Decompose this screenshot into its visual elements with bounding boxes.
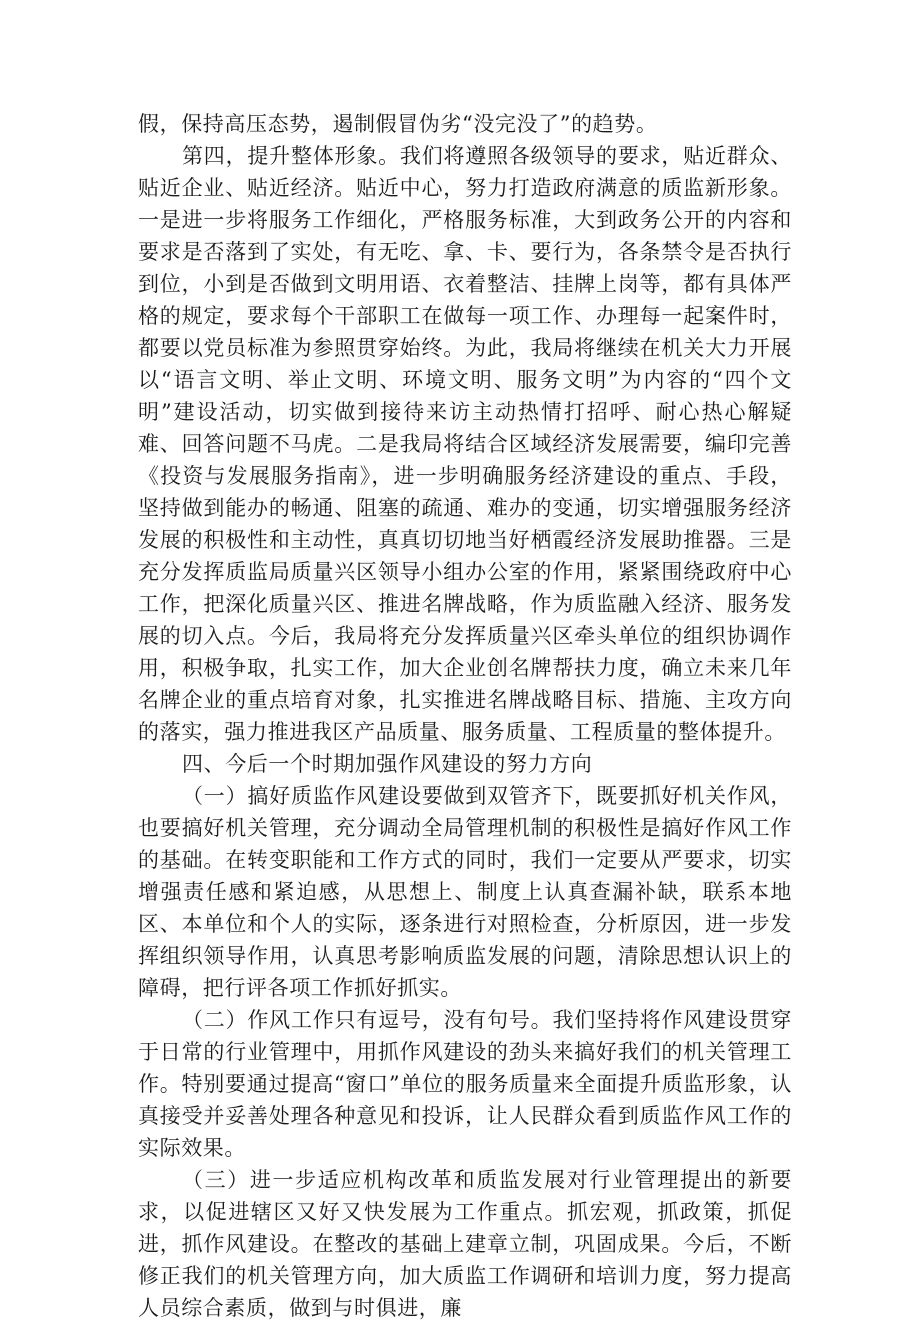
paragraph-item-3: （三）进一步适应机构改革和质监发展对行业管理提出的新要求，以促进辖区又好又快发展为工作重点。抓宏观，抓政策，抓促进，抓作风建设。在整改的基础上建章立制，巩固成果。今后，不断修正我们的机关管理方向，加大质监工作调研和培训力度，努力提高人员综合素质，做到与时俱进，廉 (138, 1168, 792, 1320)
section-heading: 四、今后一个时期加强作风建设的努力方向 (182, 752, 593, 776)
paragraph-item-2: （二）作风工作只有逗号，没有句号。我们坚持将作风建设贯穿于日常的行业管理中，用抓作风建设的劲头来搞好我们的机关管理工作。特别要通过提高“窗口”单位的服务质量来全面提升质监形象，认真接受并妥善处理各种意见和投诉，让人民群众看到质监作风工作的实际效果。 (138, 1008, 792, 1160)
paragraph-item-1: （一）搞好质监作风建设要做到双管齐下，既要抓好机关作风，也要搞好机关管理，充分调动全局管理机制的积极性是搞好作风工作的基础。在转变职能和工作方式的同时，我们一定要从严要求，切实增强责任感和紧迫感，从思想上、制度上认真查漏补缺，联系本地区、本单位和个人的实际，逐条进行对照检查，分析原因，进一步发挥组织领导作用，认真思考影响质监发展的问题，清除思想认识上的障碍，把行评各项工作抓好抓实。 (138, 784, 792, 1000)
paragraph-fourth-image: 第四，提升整体形象。我们将遵照各级领导的要求，贴近群众、贴近企业、贴近经济。贴近中心，努力打造政府满意的质监新形象。一是进一步将服务工作细化，严格服务标准，大到政务公开的内容和要求是否落到了实处，有无吃、拿、卡、要行为，各条禁令是否执行到位，小到是否做到文明用语、衣着整洁、挂牌上岗等，都有具体严格的规定，要求每个干部职工在做每一项工作、办理每一起案件时，都要以党员标准为参照贯穿始终。为此，我局将继续在机关大力开展以“语言文明、举止文明、环境文明、服务文明”为内容的“四个文明”建设活动，切实做到接待来访主动热情打招呼、耐心热心解疑难、回答问题不马虎。二是我局将结合区域经济发展需要，编印完善《投资与发展服务指南》，进一步明确服务经济建设的重点、手段，坚持做到能办的畅通、阻塞的疏通、难办的变通，切实增强服务经济发展的积极性和主动性，真真切切地当好栖霞经济发展助推器。三是充分发挥质监局质量兴区领导小组办公室的作用，紧紧围绕政府中心工作，把深化质量兴区、推进名牌战略，作为质监融入经济、服务发展的切入点。今后，我局将充分发挥质量兴区牵头单位的组织协调作用，积极争取，扎实工作，加大企业创名牌帮扶力度，确立未来几年名牌企业的重点培育对象，扎实推进名牌战略目标、措施、主攻方向的落实，强力推进我区产品质量、服务质量、工程质量的整体提升。 (138, 144, 792, 744)
paragraph-continuation: 假，保持高压态势，遏制假冒伪劣“没完没了”的趋势。 (138, 112, 658, 136)
